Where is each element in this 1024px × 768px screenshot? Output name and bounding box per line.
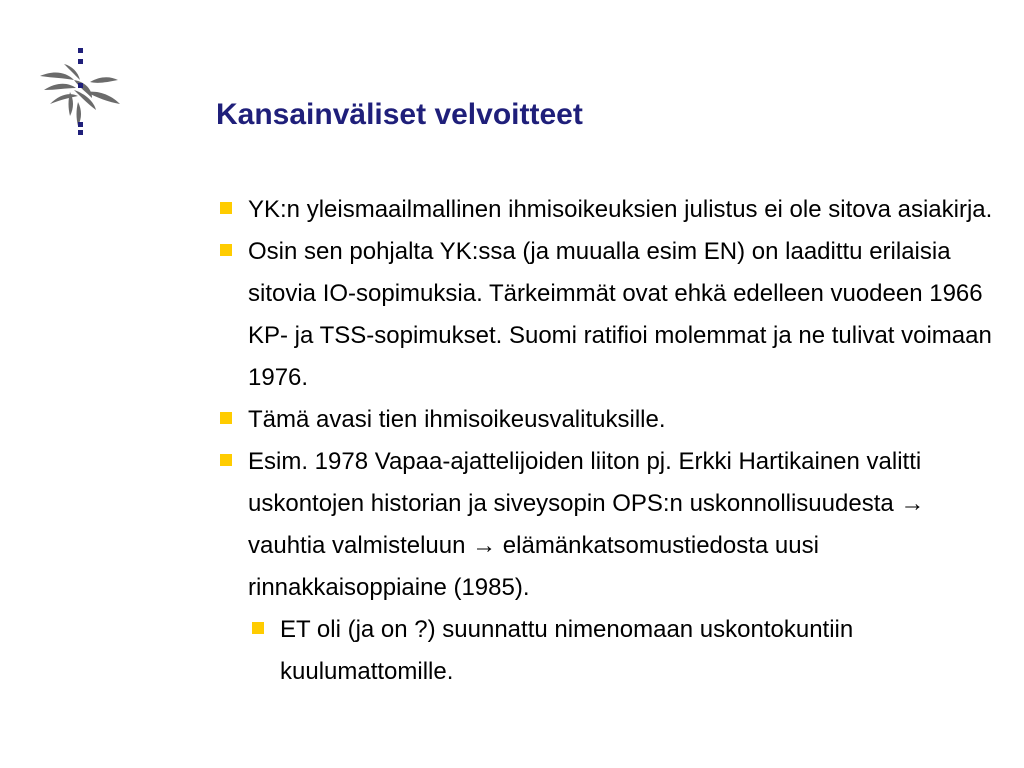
bullet-list (216, 189, 996, 609)
bullet-text: Tämä avasi tien ihmisoikeusvalituksille. (248, 406, 666, 433)
slide-content (216, 189, 996, 693)
sub-bullet-text: ET oli (ja on ?) suunnattu nimenomaan uskontokuntiin kuulumattomille. (280, 616, 854, 685)
bullet-item (216, 189, 996, 231)
bullet-square-icon (220, 202, 232, 214)
bullet-text: Osin sen pohjalta YK:ssa (ja muualla esim EN) on laadittu erilaisia sitovia IO-sopimuksia. Tärkeimmät ovat ehkä edelleen vuodeen 1966 KP- ja TSS-sopimukset. Suomi ratifioi molemmat ja ne tulivat voimaan 1976. (248, 238, 992, 391)
sub-bullet-item (250, 609, 996, 693)
bullet-square-icon (220, 454, 232, 466)
university-flame-logo-icon (34, 46, 126, 138)
sub-bullet-list (250, 609, 996, 693)
bullet-item (216, 399, 996, 441)
bullet-item (216, 441, 996, 609)
bullet-square-icon (252, 622, 264, 634)
bullet-text: YK:n yleismaailmallinen ihmisoikeuksien julistus ei ole sitova asiakirja. (248, 196, 993, 223)
bullet-text: Esim. 1978 Vapaa-ajattelijoiden liiton pj. Erkki Hartikainen valitti uskontojen historian ja siveysopin OPS:n uskonnollisuudesta → vauhtia valmisteluun → elämänkatsomustiedosta uusi rinnakkaisoppiaine (1985). (248, 448, 925, 601)
bullet-square-icon (220, 244, 232, 256)
bullet-item (216, 231, 996, 399)
slide-title: Kansainväliset velvoitteet (216, 98, 583, 131)
bullet-square-icon (220, 412, 232, 424)
